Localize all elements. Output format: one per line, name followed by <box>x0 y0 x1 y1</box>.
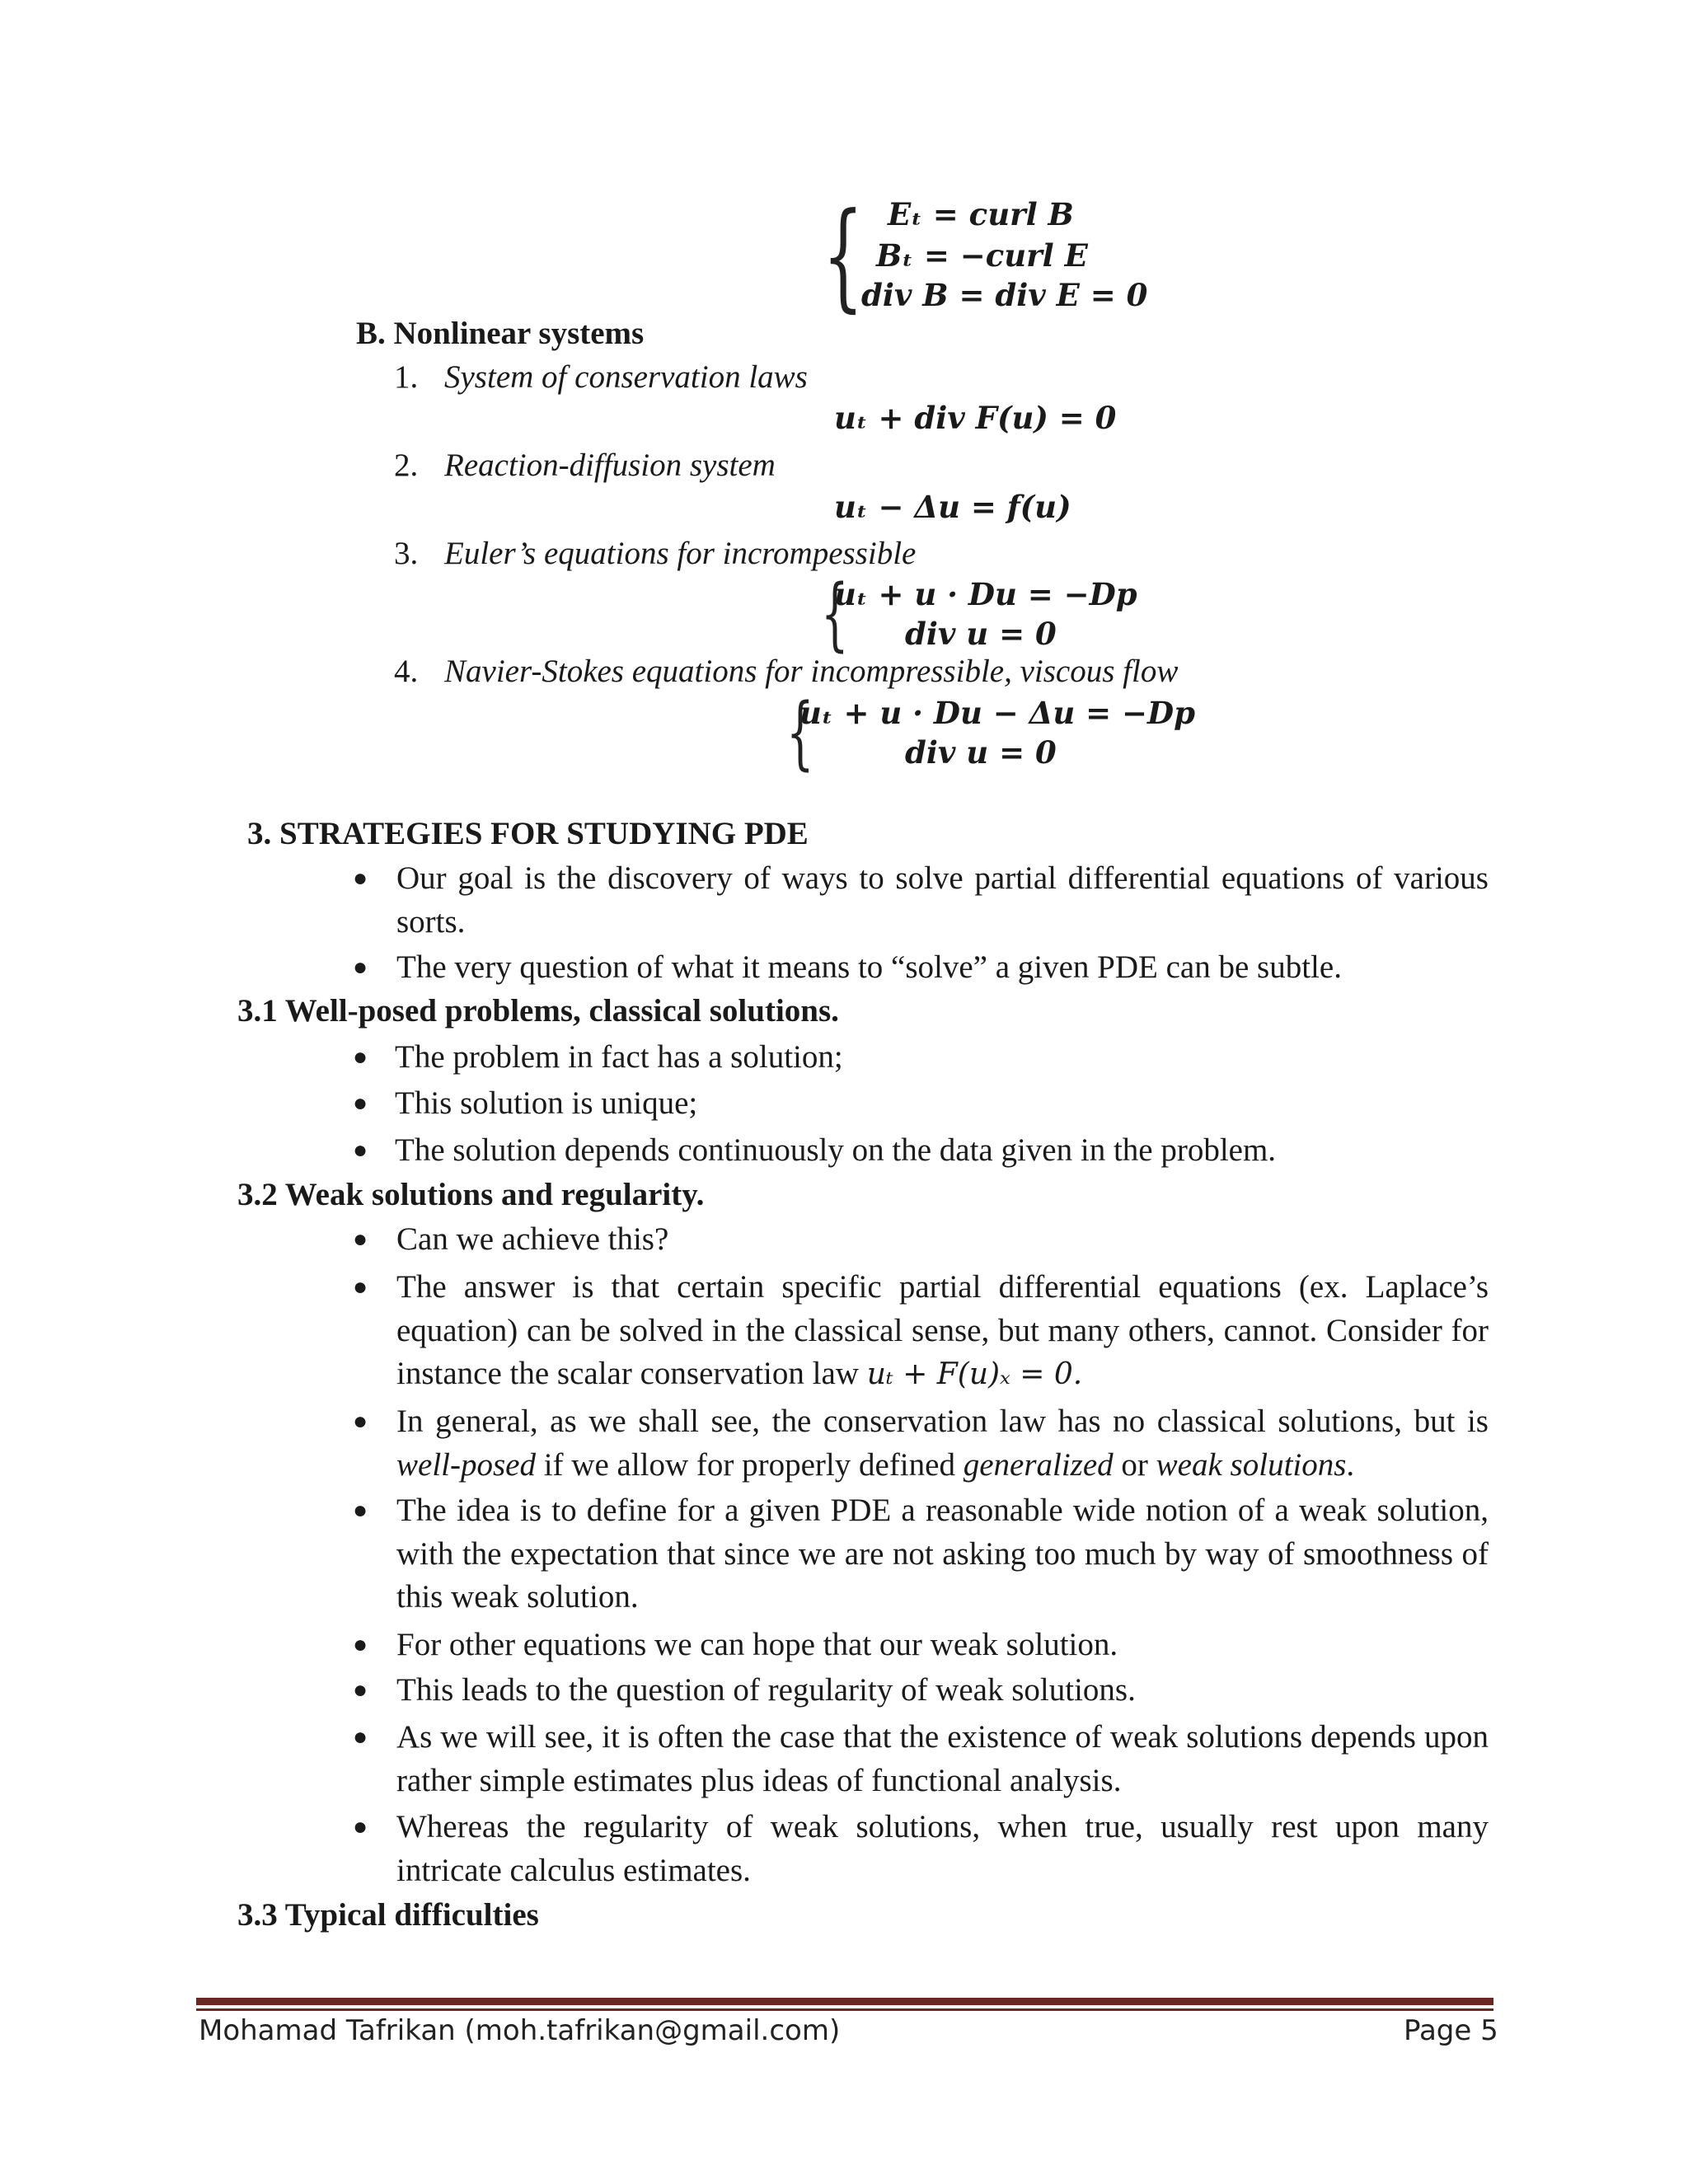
item-4-label: Navier-Stokes equations for incompressible, viscous flow <box>444 654 1179 689</box>
section-3-1-bullet-1: The problem in fact has a solution; <box>395 1039 843 1075</box>
item-2-equation: uₜ − Δu = f(u) <box>834 489 1071 525</box>
item-2-number: 2. <box>394 448 419 483</box>
maxwell-brace: { <box>823 188 864 324</box>
bullet-icon: ● <box>353 1497 368 1524</box>
item-4-equation-2: div u = 0 <box>905 734 1057 771</box>
bullet-icon: ● <box>353 1631 368 1658</box>
footer-author: Mohamad Tafrikan (moh.tafrikan@gmail.com) <box>199 2014 841 2047</box>
footer-rule-thin <box>196 2008 1493 2011</box>
generalized-term: generalized <box>963 1446 1114 1483</box>
section-3-2-bullet-6: This leads to the question of regularity of weak solutions. <box>396 1672 1136 1708</box>
section-3-2-bullet-7: As we will see, it is often the case that the existence of weak solutions depends upon rather simple estimates plus ideas of functional analysis. <box>396 1719 1489 1798</box>
section-3-2-bullet-1: Can we achieve this? <box>396 1221 669 1257</box>
section-3-2-bullet-5: For other equations we can hope that our weak solution. <box>396 1627 1118 1662</box>
item-1-number: 1. <box>394 359 419 395</box>
well-posed-term: well-posed <box>396 1446 536 1483</box>
item-1-equation: uₜ + div F(u) = 0 <box>834 400 1117 436</box>
item-4-equation-1: uₜ + u · Du − Δu = −Dp <box>799 695 1196 731</box>
footer-page-number: Page 5 <box>1404 2014 1498 2047</box>
section-3-2-bullet-8: Whereas the regularity of weak solutions, when true, usually rest upon many intricate calculus estimates. <box>396 1809 1489 1888</box>
item-2-label: Reaction-diffusion system <box>444 448 776 483</box>
nonlinear-heading: B. Nonlinear systems <box>356 316 645 351</box>
bullet-icon: ● <box>353 954 368 981</box>
item-3-brace: { <box>821 568 849 660</box>
item-3-equation-1: uₜ + u · Du = −Dp <box>834 576 1137 612</box>
bullet-icon: ● <box>353 1226 368 1253</box>
footer-rule-thick <box>196 1998 1493 2005</box>
section-3-bullet-1: Our goal is the discovery of ways to solve partial differential equations of various sorts. <box>396 860 1489 940</box>
bullet-icon: ● <box>353 1273 368 1301</box>
bullet-icon: ● <box>353 1090 368 1117</box>
bullet-icon: ● <box>353 1137 368 1164</box>
bullet-3-period: . <box>1346 1446 1355 1483</box>
section-3-bullet-2: The very question of what it means to “solve” a given PDE can be subtle. <box>396 949 1342 985</box>
bullet-icon: ● <box>353 1676 368 1704</box>
weak-solutions-term: weak solutions <box>1156 1446 1347 1483</box>
bullet-icon: ● <box>353 1813 368 1840</box>
section-3-1-heading: 3.1 Well-posed problems, classical solutions. <box>237 993 839 1029</box>
item-3-equation-2: div u = 0 <box>905 616 1057 652</box>
bullet-3-text-a: In general, as we shall see, the conservation law has no classical solutions, but is <box>396 1404 1489 1439</box>
section-3-3-heading: 3.3 Typical difficulties <box>237 1897 539 1933</box>
bullet-icon: ● <box>353 1408 368 1435</box>
section-3-heading: 3. STRATEGIES FOR STUDYING PDE <box>247 816 809 851</box>
bullet-2-text: The answer is that certain specific partial differential equations (ex. Laplace’s equation) can be solved in the classical sense, but many others, cannot. Consider for instance the scalar conservation law <box>396 1269 1489 1391</box>
item-4-brace: { <box>786 687 814 779</box>
item-4-number: 4. <box>394 654 419 689</box>
section-3-1-bullet-3: The solution depends continuously on the data given in the problem. <box>395 1132 1277 1168</box>
bullet-icon: ● <box>353 865 368 892</box>
section-3-1-bullet-2: This solution is unique; <box>395 1085 698 1121</box>
bullet-3-or: or <box>1121 1446 1148 1483</box>
item-1-label: System of conservation laws <box>444 359 808 395</box>
item-3-label: Euler’s equations for incrompessible <box>444 536 917 571</box>
maxwell-eq-2: Bₜ = −curl E <box>876 237 1088 274</box>
section-3-2-heading: 3.2 Weak solutions and regularity. <box>237 1177 705 1212</box>
section-3-2-bullet-2 <box>396 1266 1489 1397</box>
maxwell-eq-3: div B = div E = 0 <box>861 277 1148 313</box>
section-3-2-bullet-3 <box>396 1400 1489 1487</box>
item-3-number: 3. <box>394 536 419 571</box>
bullet-icon: ● <box>353 1723 368 1750</box>
bullet-3-text-b: if we allow for properly defined <box>543 1446 955 1483</box>
bullet-icon: ● <box>353 1043 368 1071</box>
section-3-2-bullet-4: The idea is to define for a given PDE a reasonable wide notion of a weak solution, with the expectation that since we are not asking too much by way of smoothness of this weak solution. <box>396 1493 1489 1615</box>
conservation-law-formula: uₜ + F(u)ₓ = 0. <box>866 1357 1083 1391</box>
maxwell-eq-1: Eₜ = curl B <box>888 196 1074 232</box>
